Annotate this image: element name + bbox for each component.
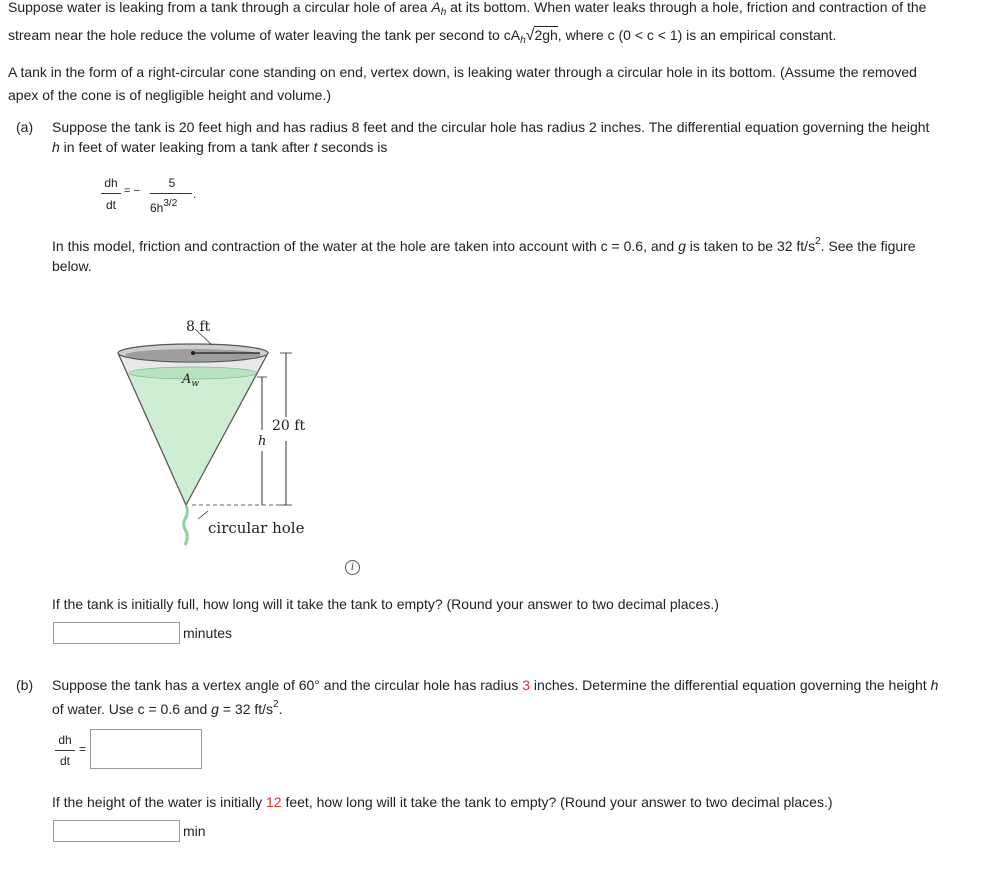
eq-rhs-numerator: 5: [168, 176, 176, 190]
exponent: 2: [273, 699, 279, 710]
sqrt-argument: 2gh: [534, 27, 558, 43]
intro-text: stream near the hole reduce the volume of water leaving the tank per second to: [8, 27, 504, 43]
h-symbol: h: [52, 139, 60, 155]
eq-equals: =: [79, 742, 87, 756]
flow-symbol: cA: [503, 27, 521, 43]
intro-text: at its bottom. When water leaks through a hole, friction and contraction of the: [446, 0, 927, 15]
initial-height-value: 12: [266, 794, 282, 810]
part-a-answer-input[interactable]: [53, 622, 180, 644]
cone-description: [8, 61, 993, 107]
cone-description-line: A tank in the form of a right-circular cone standing on end, vertex down, is leaking water through a circular hole in its bottom. (Assume the removed: [8, 64, 917, 80]
part-b-question-text: feet, how long will it take the tank to empty? (Round your answer to two decimal places.): [281, 794, 833, 810]
fraction-bar: [101, 193, 121, 194]
part-b-unit: min: [183, 823, 206, 839]
fraction-bar: [150, 193, 192, 194]
h-label: h: [258, 434, 267, 449]
model-line: . See the figure: [820, 238, 916, 254]
part-a-text: [52, 117, 987, 157]
eq-period: .: [193, 187, 197, 201]
part-b-line: inches. Determine the differential equation governing the height: [530, 677, 931, 693]
intro-text: Suppose water is leaking from a tank through a circular hole of area: [8, 0, 432, 15]
water-surface: [129, 367, 257, 379]
eq-dh: dh: [58, 733, 72, 747]
intro-paragraph: [8, 0, 993, 52]
area-symbol: A: [431, 0, 441, 15]
area-label-main: A: [182, 372, 192, 387]
model-line: below.: [52, 258, 92, 274]
part-b-answer-input[interactable]: [53, 820, 180, 842]
part-a-line: Suppose the tank is 20 feet high and has radius 8 feet and the circular hole has radius 2 inches. The differential equation governing the height: [52, 119, 930, 135]
part-b-question: [52, 792, 987, 812]
eq-rhs-den-text: 6h: [150, 201, 164, 215]
part-a-label: (a): [16, 119, 34, 135]
eq-rhs-exponent: 3/2: [163, 198, 178, 209]
leak-stream: [184, 505, 188, 545]
part-b-line: = 32 ft/s: [218, 701, 274, 717]
hole-leader: [198, 511, 208, 519]
model-line: is taken to be 32 ft/s: [685, 238, 816, 254]
hole-radius-value: 3: [522, 677, 531, 693]
part-b-question-text: If the height of the water is initially: [52, 794, 266, 810]
eq-dh: dh: [104, 176, 118, 190]
part-b-text: [52, 675, 987, 719]
cone-description-line: apex of the cone is of negligible height and volume.): [8, 87, 331, 103]
part-b-equation-input[interactable]: [90, 729, 202, 769]
part-a-unit: minutes: [183, 625, 233, 641]
height-label: 20 ft: [272, 418, 306, 434]
h-symbol: h: [930, 677, 939, 693]
flow-subscript: h: [520, 35, 526, 46]
g-symbol: g: [211, 701, 219, 717]
fraction-bar: [55, 750, 75, 751]
info-icon[interactable]: i: [345, 560, 360, 575]
g-symbol: g: [678, 238, 686, 254]
eq-equals-minus: = −: [124, 185, 140, 197]
part-a-line: seconds is: [317, 139, 388, 155]
water-volume: [129, 373, 257, 505]
exponent: 2: [815, 236, 821, 247]
part-b-line: Suppose the tank has a vertex angle of 60° and the circular hole has radius: [52, 677, 523, 693]
part-a-line: in feet of water leaking from a tank after: [59, 139, 314, 155]
cone-figure: [100, 305, 330, 550]
model-line: In this model, friction and contraction of the water at the hole are taken into account with c = 0.6, and: [52, 238, 679, 254]
eq-dt: dt: [105, 198, 116, 212]
eq-rhs-denominator: [150, 198, 177, 215]
model-text: [52, 232, 987, 276]
part-b-line: .: [278, 701, 283, 717]
radius-label: 8 ft: [186, 319, 211, 335]
eq-dt: dt: [59, 754, 70, 768]
area-subscript: h: [440, 7, 447, 18]
part-b-label: (b): [16, 677, 34, 693]
area-label-sub: w: [191, 379, 200, 389]
t-symbol: t: [313, 139, 318, 155]
part-a-question: If the tank is initially full, how long will it take the tank to empty? (Round your answer to two decimal places.): [52, 596, 719, 612]
intro-text: , where c (0 < c < 1) is an empirical constant.: [557, 27, 837, 43]
sqrt-sign: √: [525, 27, 535, 44]
hole-label: circular hole: [208, 519, 305, 537]
part-b-line: of water. Use c = 0.6 and: [52, 701, 212, 717]
